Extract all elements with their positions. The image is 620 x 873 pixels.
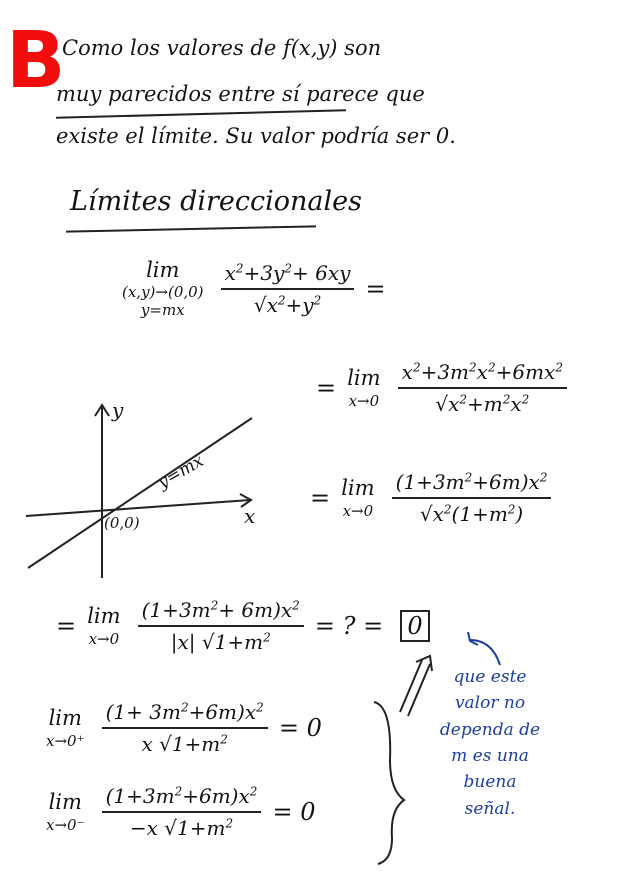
- eq5-denominator: x $√1+m^2$: [102, 727, 268, 756]
- equation-5: [46, 700, 328, 756]
- eq6-lim-sub: x→0⁻: [46, 815, 85, 834]
- eq4-limit: [87, 604, 120, 647]
- eq6-fraction: [102, 784, 262, 840]
- eq3-lim-sub: x→0: [342, 501, 374, 520]
- note-line-4: m es una: [451, 746, 529, 767]
- eq1-lim-sub-2: y=mx: [140, 301, 185, 320]
- implication-arrow-2: [408, 664, 430, 716]
- eq1-denominator: $√x^2+y^2$: [221, 288, 355, 317]
- graph-origin-label: (0,0): [104, 514, 140, 532]
- equation-4: [50, 598, 436, 654]
- eq4-lim-sub: x→0: [88, 629, 120, 648]
- eq1-lim-sub-1: (x,y)→(0,0): [122, 283, 204, 302]
- note-line-6: señal.: [464, 798, 516, 819]
- eq6-denominator: −x $√1+m^2$: [102, 811, 262, 840]
- eq1-equals: =: [365, 274, 386, 303]
- eq4-numerator: $(1+3m^2+ 6m)x^2$: [141, 598, 300, 622]
- eq6-limit: [46, 790, 85, 833]
- eq2-numerator: $x^2+3m^2x^2+6mx^2$: [401, 360, 563, 384]
- eq3-lim-word: lim: [341, 476, 375, 501]
- intro-line-3: existe el límite. Su valor podría ser 0.: [56, 124, 456, 148]
- note-line-1: que este: [453, 667, 527, 687]
- right-brace: [374, 702, 404, 864]
- implication-arrow-1: [400, 660, 422, 712]
- eq6-lim-word: lim: [48, 790, 82, 815]
- eq3-denominator: $√x^2(1+m^2)$: [392, 497, 552, 526]
- eq2-denominator: $√x^2+m^2x^2$: [398, 387, 567, 416]
- margin-note: [428, 664, 552, 822]
- eq4-lim-word: lim: [87, 604, 121, 629]
- eq4-boxed-result: 0: [400, 610, 429, 642]
- equation-6: [46, 784, 322, 840]
- note-line-3: dependa de: [439, 719, 541, 740]
- eq5-numerator: $(1+ 3m^2+6m)x^2$: [105, 700, 264, 724]
- graph-line-label: y=mx: [154, 450, 208, 494]
- section-letter: B: [6, 16, 66, 106]
- eq3-lead: =: [310, 484, 331, 512]
- eq4-equals: = ? =: [314, 612, 384, 640]
- eq2-lim-sub: x→0: [348, 391, 380, 410]
- eq3-numerator: $(1+3m^2+6m)x^2$: [395, 470, 548, 494]
- eq6-numerator: $(1+3m^2+6m)x^2$: [105, 784, 258, 808]
- eq6-equals: = 0: [272, 798, 316, 826]
- graph-x-label: x: [244, 504, 256, 528]
- intro-line-1: Como los valores de f(x,y) son: [62, 36, 382, 60]
- eq2-lead: =: [316, 374, 337, 402]
- eq4-fraction: [138, 598, 304, 654]
- note-line-2: valor no: [454, 693, 526, 714]
- eq5-lim-word: lim: [48, 706, 82, 731]
- eq5-equals: = 0: [278, 714, 322, 742]
- graph-y-label: y: [112, 398, 124, 422]
- eq5-limit: [46, 706, 85, 749]
- note-line-5: buena: [463, 772, 517, 793]
- eq2-lim-word: lim: [347, 366, 381, 391]
- intro-line-2: muy parecidos entre sí parece que: [56, 82, 425, 106]
- direction-line: [28, 418, 252, 568]
- eq4-denominator: |x| $√1+m^2$: [138, 625, 304, 654]
- eq1-numerator: $x^2+3y^2+ 6xy$: [224, 260, 351, 285]
- eq5-fraction: [102, 700, 268, 756]
- eq1-lim-word: lim: [146, 258, 180, 282]
- eq4-lead: =: [56, 612, 77, 640]
- section-heading: Límites direccionales: [70, 186, 362, 217]
- eq5-lim-sub: x→0⁺: [46, 731, 85, 750]
- note-arrow-head: [468, 632, 478, 645]
